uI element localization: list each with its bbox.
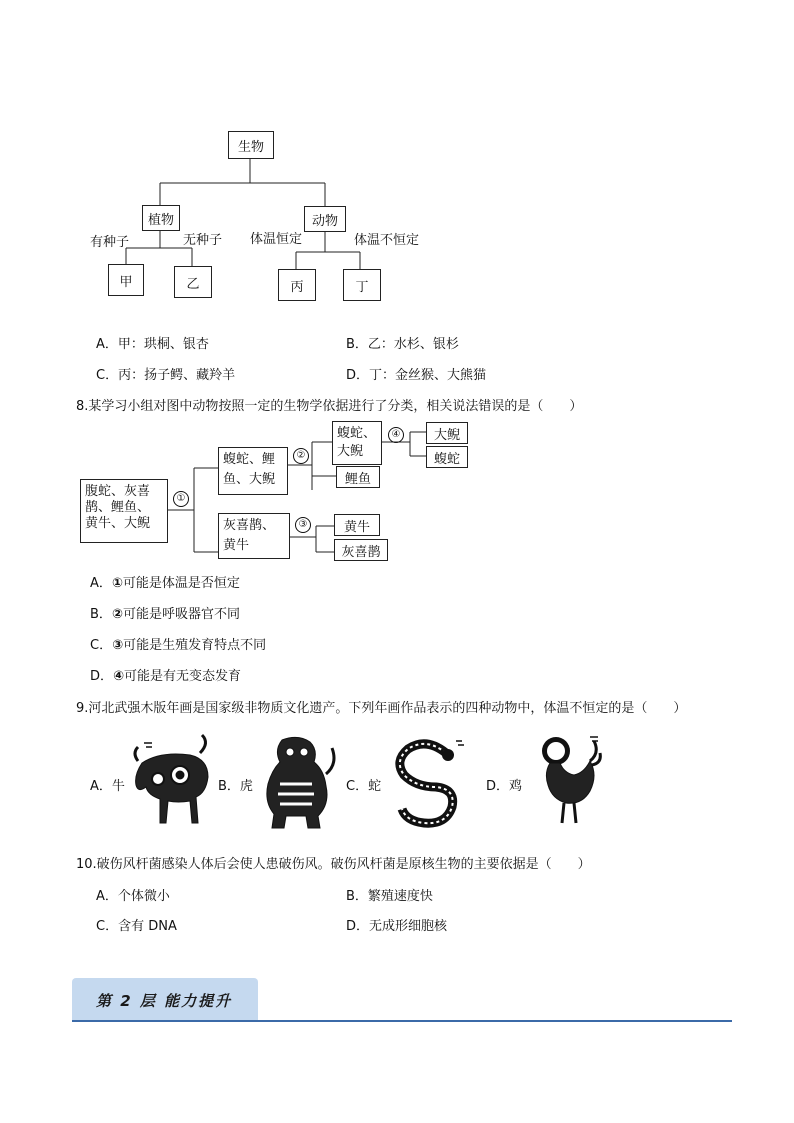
section-banner	[72, 978, 258, 1020]
q8-mark-4: ④	[388, 427, 404, 443]
q8-top-line1: 蝮蛇、	[337, 426, 377, 441]
rooster-woodcut-image	[530, 733, 602, 831]
q8-option-d-letter: D．	[90, 669, 114, 684]
q9-option-b: B．虎	[218, 779, 253, 794]
tree-plant-label: 植物	[147, 212, 174, 228]
q8-stem: 8.某学习小组对图中动物按照一定的生物学依据进行了分类，相关说法错误的是（ ）	[76, 399, 583, 414]
q8-all-line2: 鹊、鲤鱼、	[85, 500, 151, 515]
q8-magpie-label: 灰喜鹊	[341, 544, 381, 560]
q8-snake-box	[426, 446, 468, 468]
q8-mark-3: ③	[295, 517, 311, 533]
q8-mark-2: ②	[293, 448, 309, 464]
q8-option-b-mark: ②	[111, 607, 123, 622]
q10-option-d: D．无成形细胞核	[346, 919, 448, 934]
tree-root-label: 生物	[237, 139, 264, 155]
ox-woodcut-image	[130, 733, 214, 831]
q8-option-a-letter: A．	[90, 576, 112, 591]
q9-option-c: C．蛇	[346, 779, 382, 794]
q8-option-c-text: 可能是生殖发育特点不同	[123, 638, 267, 653]
q9-stem: 9.河北武强木版年画是国家级非物质文化遗产。下列年画作品表示的四种动物中，体温不恒定的是（ ）	[76, 701, 687, 716]
q8-mark-1: ①	[173, 491, 189, 507]
q8-option-c-mark: ③	[112, 638, 124, 653]
q8-all-animals-box	[80, 479, 168, 543]
q8-snake-label: 蝮蛇	[433, 451, 460, 467]
q8-option-d-text: 可能是有无变态发育	[124, 669, 242, 684]
q9-option-d: D．鸡	[486, 779, 523, 794]
tree-ding-label: 丁	[355, 279, 369, 295]
q10-option-c: C．含有 DNA	[96, 919, 177, 934]
snake-woodcut-image	[386, 735, 470, 831]
q8-mid2-line1: 灰喜鹊、	[223, 518, 276, 533]
q8-top-line2: 大鲵	[337, 444, 364, 459]
section-title: 第 2 层 能力提升	[96, 992, 233, 1010]
tree-ding-box	[343, 269, 381, 301]
q8-mid1-line1: 蝮蛇、鲤	[223, 452, 276, 467]
q8-top-group-box	[332, 421, 382, 465]
q8-mid1-box	[218, 447, 288, 495]
q8-fish-label: 鲤鱼	[344, 471, 371, 487]
q8-option-c	[90, 634, 266, 653]
q8-mid1-line2: 鱼、大鲵	[223, 472, 276, 487]
q7-option-c: C．丙：扬子鳄、藏羚羊	[96, 368, 236, 383]
tree-bing-box	[278, 269, 316, 301]
tree-bing-label: 丙	[290, 279, 304, 295]
q8-mid2-box	[218, 513, 290, 559]
tree-var-temp-label: 体温不恒定	[354, 233, 420, 248]
tree-yi-box	[174, 266, 212, 298]
tree-no-seed-label: 无种子	[183, 233, 223, 248]
tree-plant-box	[142, 205, 180, 231]
q8-option-b-text: 可能是呼吸器官不同	[122, 607, 240, 622]
tree-root-box	[228, 131, 274, 159]
q8-mid2-line2: 黄牛	[223, 538, 250, 553]
q8-option-a	[90, 572, 240, 591]
tree-jia-box	[108, 264, 144, 296]
q9-option-a: A．牛	[90, 779, 125, 794]
q8-option-b	[90, 603, 240, 622]
q7-option-b: B．乙：水杉、银杉	[346, 337, 459, 352]
q8-salamander-label: 大鲵	[433, 427, 460, 443]
tiger-woodcut-image	[252, 734, 338, 832]
tree-animal-label: 动物	[311, 213, 338, 229]
q8-option-b-letter: B．	[90, 607, 112, 622]
tree-animal-box	[304, 206, 346, 232]
q8-option-d-mark: ④	[113, 669, 125, 684]
tree-yi-label: 乙	[186, 276, 200, 292]
q8-salamander-box	[426, 422, 468, 444]
section-divider	[72, 1020, 732, 1022]
q8-cattle-label: 黄牛	[343, 519, 370, 535]
q10-option-a: A．个体微小	[96, 889, 170, 904]
q8-all-line1: 腹蛇、灰喜	[85, 484, 151, 499]
q7-option-a: A．甲：珙桐、银杏	[96, 337, 209, 352]
tree-jia-label: 甲	[119, 274, 133, 290]
q8-option-a-mark: ①	[111, 576, 123, 591]
q10-stem: 10.破伤风杆菌感染人体后会使人患破伤风。破伤风杆菌是原核生物的主要依据是（ ）	[76, 857, 591, 872]
tree-const-temp-label: 体温恒定	[250, 232, 303, 247]
q8-option-a-text: 可能是体温是否恒定	[122, 576, 240, 591]
q8-cattle-box	[334, 514, 380, 536]
tree-has-seed-label: 有种子	[90, 235, 130, 250]
q8-all-line3: 黄牛、大鲵	[85, 516, 151, 531]
q8-option-c-letter: C．	[90, 638, 113, 653]
q10-option-b: B．繁殖速度快	[346, 889, 433, 904]
q8-fish-box	[336, 466, 380, 488]
q7-option-d: D．丁：金丝猴、大熊猫	[346, 368, 487, 383]
q8-option-d	[90, 665, 241, 684]
q8-magpie-box	[334, 539, 388, 561]
